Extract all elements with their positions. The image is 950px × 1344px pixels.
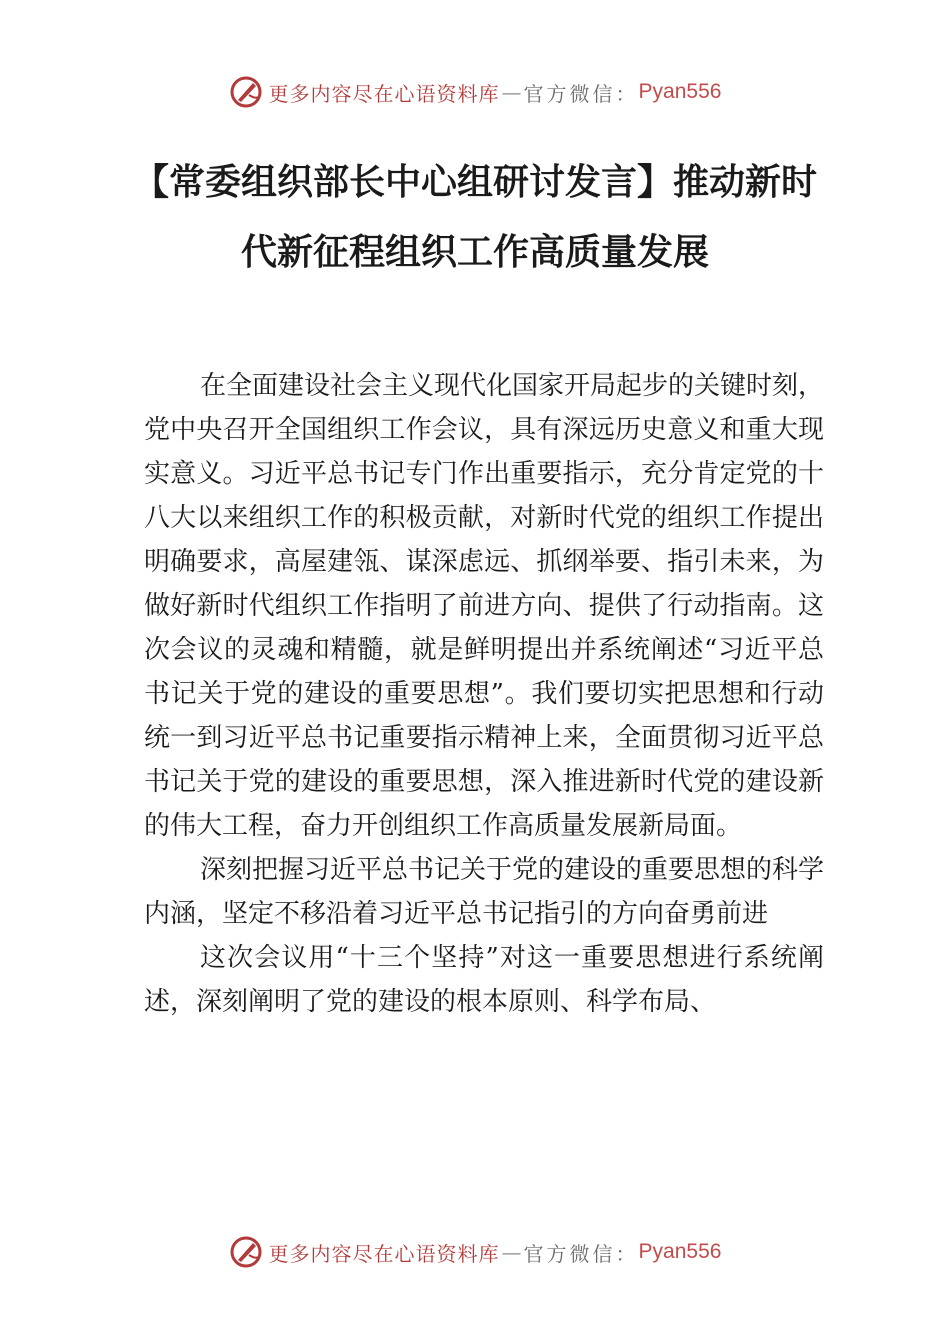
- banner-text: 更多内容尽在心语资料库: [268, 1241, 500, 1266]
- banner-wechat-id: Pyan556: [638, 1240, 722, 1263]
- banner-separator: —: [501, 80, 522, 104]
- document-body: [144, 364, 824, 1024]
- title-line-1: 【常委组织部长中心组研讨发言】推动新时: [132, 162, 817, 203]
- banner-wechat-label: 官方微信：: [523, 81, 639, 106]
- quill-seal-icon: [229, 75, 263, 109]
- footer-banner: [0, 1232, 950, 1272]
- header-banner: [0, 72, 950, 112]
- title-line-2: 代新征程组织工作高质量发展: [240, 232, 709, 273]
- paragraph-3: 这次会议用“十三个坚持”对这一重要思想进行系统阐述，深刻阐明了党的建设的根本原则、科学布局、: [144, 943, 824, 1017]
- paragraph-1: 在全面建设社会主义现代化国家开局起步的关键时刻，党中央召开全国组织工作会议，具有深远历史意义和重大现实意义。习近平总书记专门作出重要指示，充分肯定党的十八大以来组织工作的积极贡献，对新时代党的组织工作提出明确要求，高屋建瓴、谋深虑远、抓纲举要、指引未来，为做好新时代组织工作指明了前进方向、提供了行动指南。这次会议的灵魂和精髓，就是鲜明提出并系统阐述“习近平总书记关于党的建设的重要思想”。我们要切实把思想和行动统一到习近平总书记重要指示精神上来，全面贯彻习近平总书记关于党的建设的重要思想，深入推进新时代党的建设新的伟大工程，奋力开创组织工作高质量发展新局面。: [144, 371, 825, 841]
- banner-wechat-id: Pyan556: [638, 80, 722, 103]
- banner-separator: —: [501, 1240, 522, 1264]
- paragraph-2: 深刻把握习近平总书记关于党的建设的重要思想的科学内涵，坚定不移沿着习近平总书记指引的方向奋勇前进: [144, 855, 825, 929]
- banner-text: 更多内容尽在心语资料库: [268, 81, 500, 106]
- banner-wechat-label: 官方微信：: [523, 1241, 639, 1266]
- quill-seal-icon: [229, 1235, 263, 1269]
- document-title: [110, 148, 840, 288]
